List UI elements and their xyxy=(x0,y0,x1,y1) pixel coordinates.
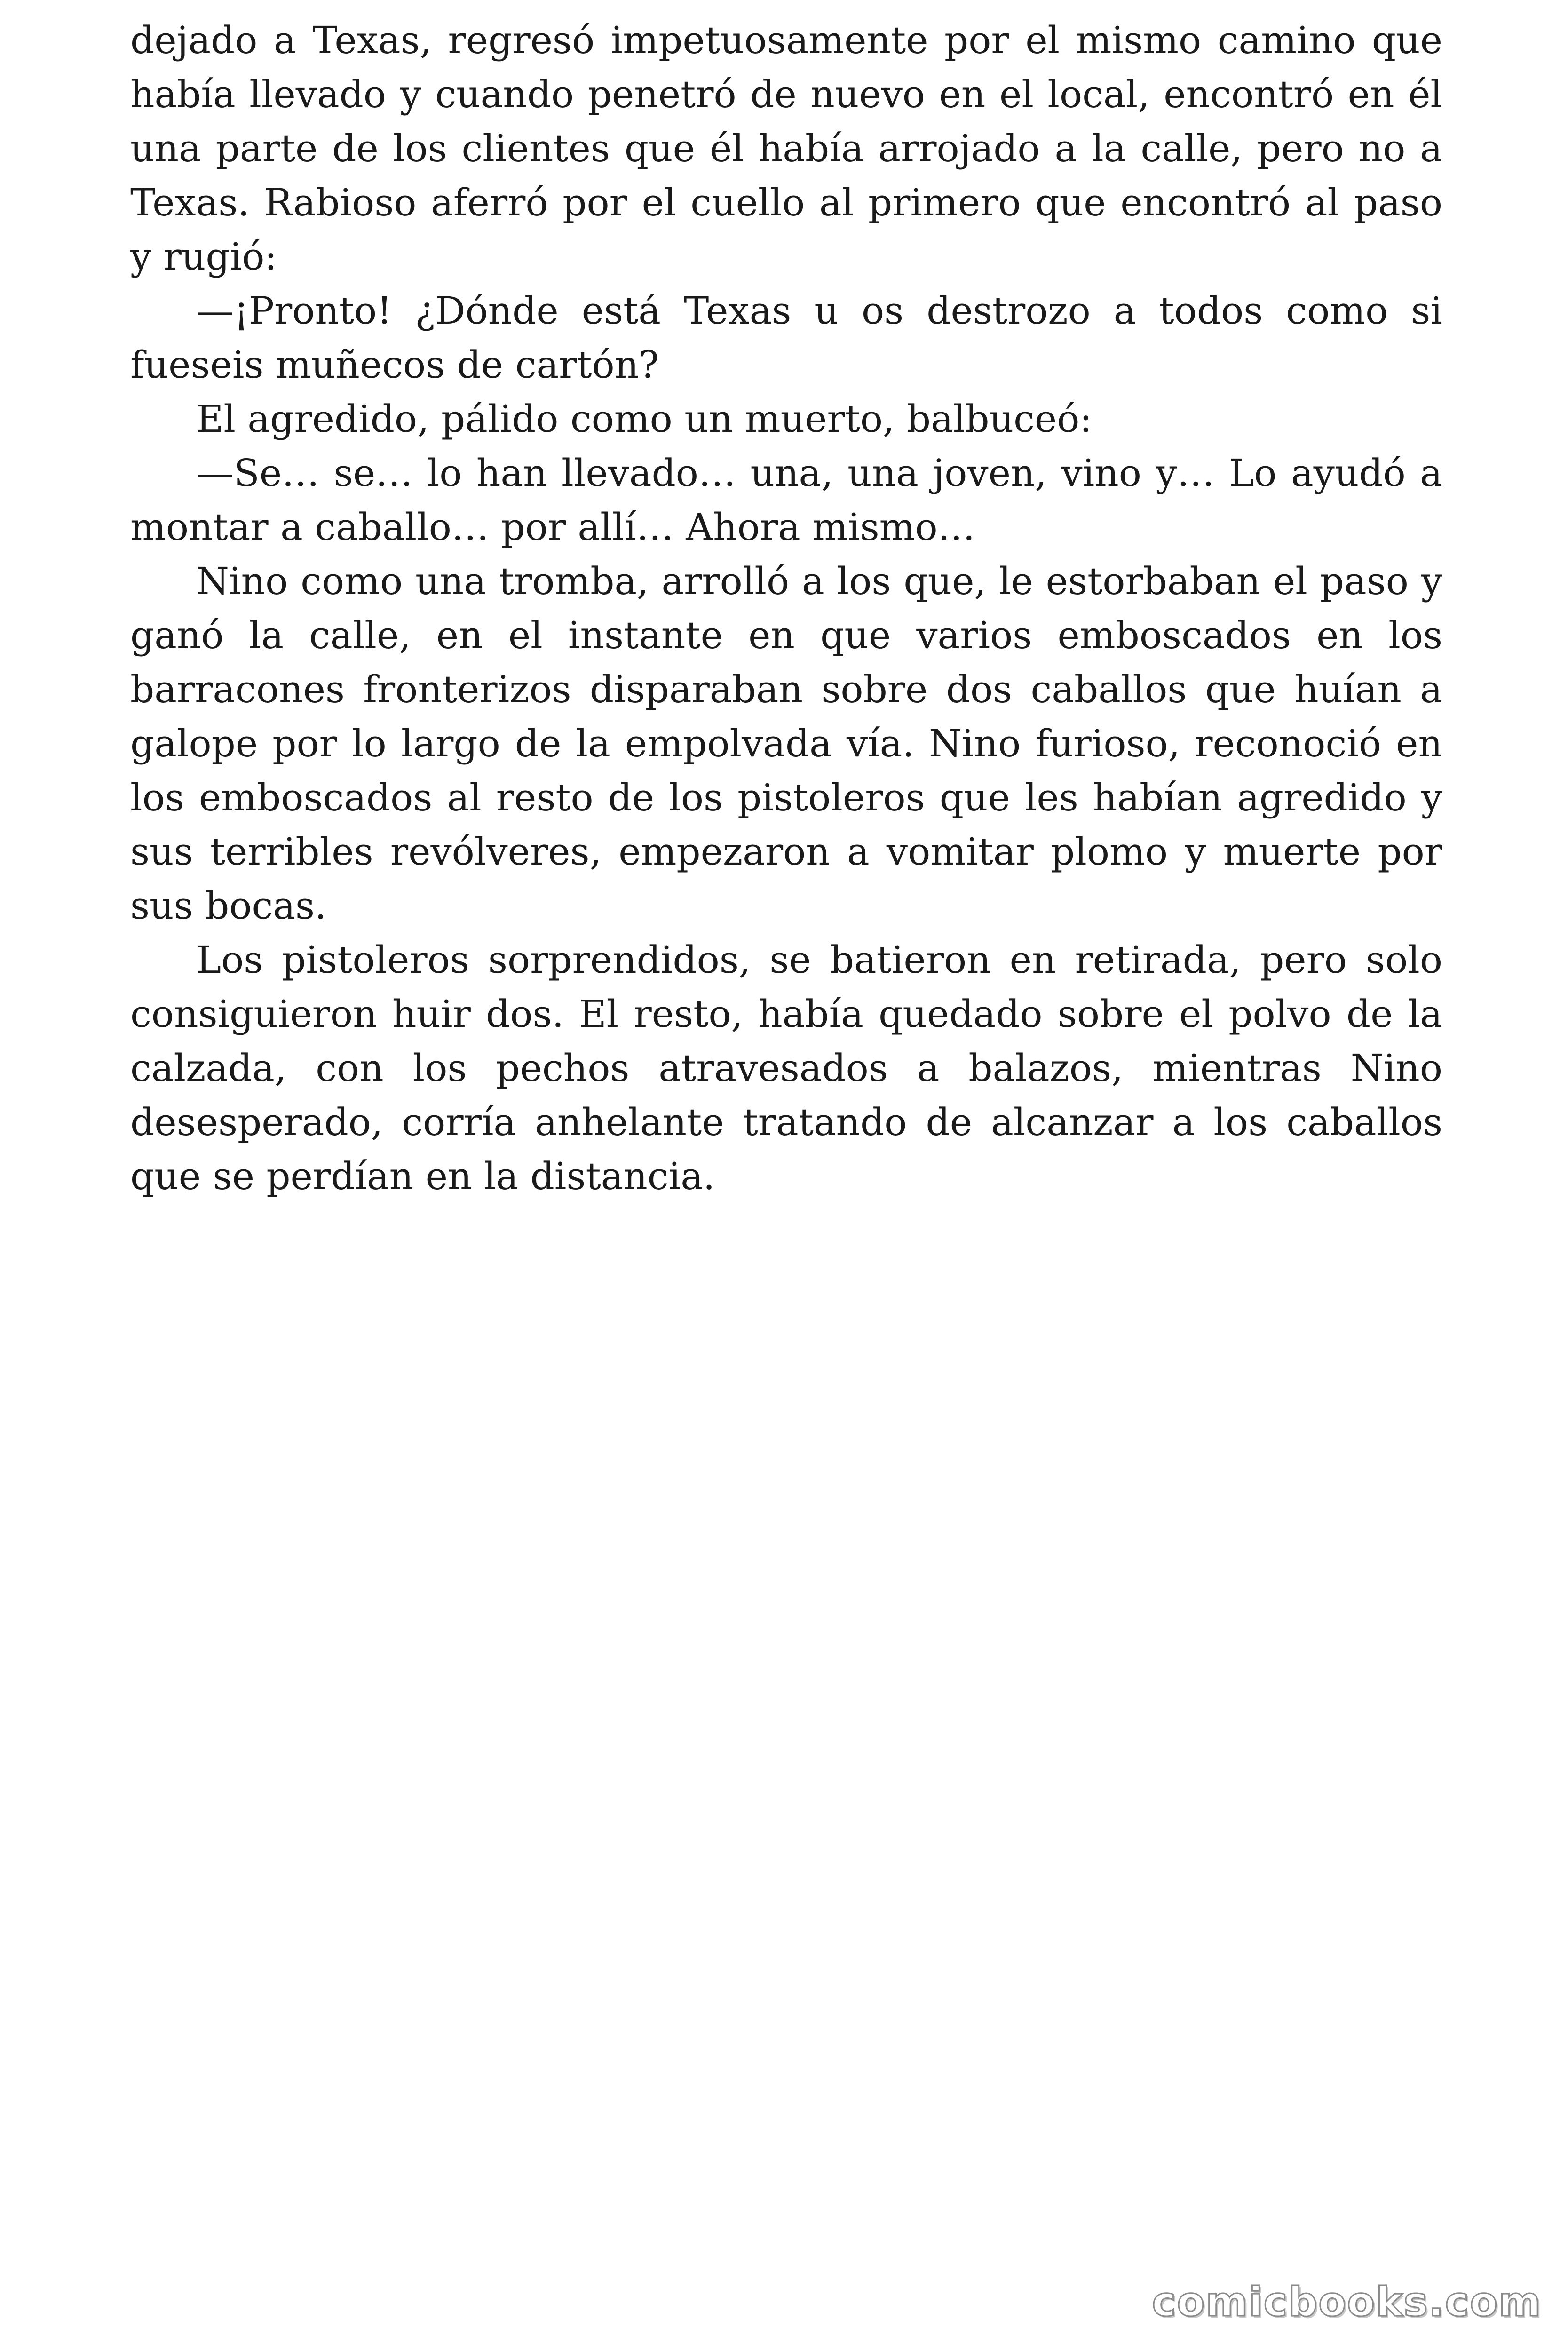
body-text xyxy=(130,13,1442,1203)
paragraph: El agredido, pálido como un muerto, balbuceó: xyxy=(196,397,1093,441)
paragraph: —Se… se… lo han llevado… una, una joven, vino y… Lo ayudó a montar a caballo… por allí… Ahora mismo… xyxy=(130,451,1442,549)
paragraph: Nino como una tromba, arrolló a los que, le estorbaban el paso y ganó la calle, en el instante en que varios emboscados en los barracones fronterizos disparaban sobre dos caballos que huían a galope por lo largo de la empolvada vía. Nino furioso, reconoció en los emboscados al resto de los pistoleros que les habían agredido y sus terribles revólveres, empezaron a vomitar plomo y muerte por sus bocas. xyxy=(130,559,1442,928)
paragraph: —¡Pronto! ¿Dónde está Texas u os destrozo a todos como si fueseis muñecos de cartón? xyxy=(130,289,1442,387)
paragraph: dejado a Texas, regresó impetuosamente por el mismo camino que había llevado y cuando penetró de nuevo en el local, encontró en él una parte de los clientes que él había arrojado a la calle, pero no a Texas. Rabioso aferró por el cuello al primero que encontró al paso y rugió: xyxy=(130,18,1442,278)
watermark: comicbooks.com xyxy=(1152,2279,1542,2326)
paragraph: Los pistoleros sorprendidos, se batieron en retirada, pero solo consiguieron huir dos. El resto, había quedado sobre el polvo de la calzada, con los pechos atravesados a balazos, mientras Nino desesperado, corría anhelante tratando de alcanzar a los caballos que se perdían en la distancia. xyxy=(130,938,1442,1198)
